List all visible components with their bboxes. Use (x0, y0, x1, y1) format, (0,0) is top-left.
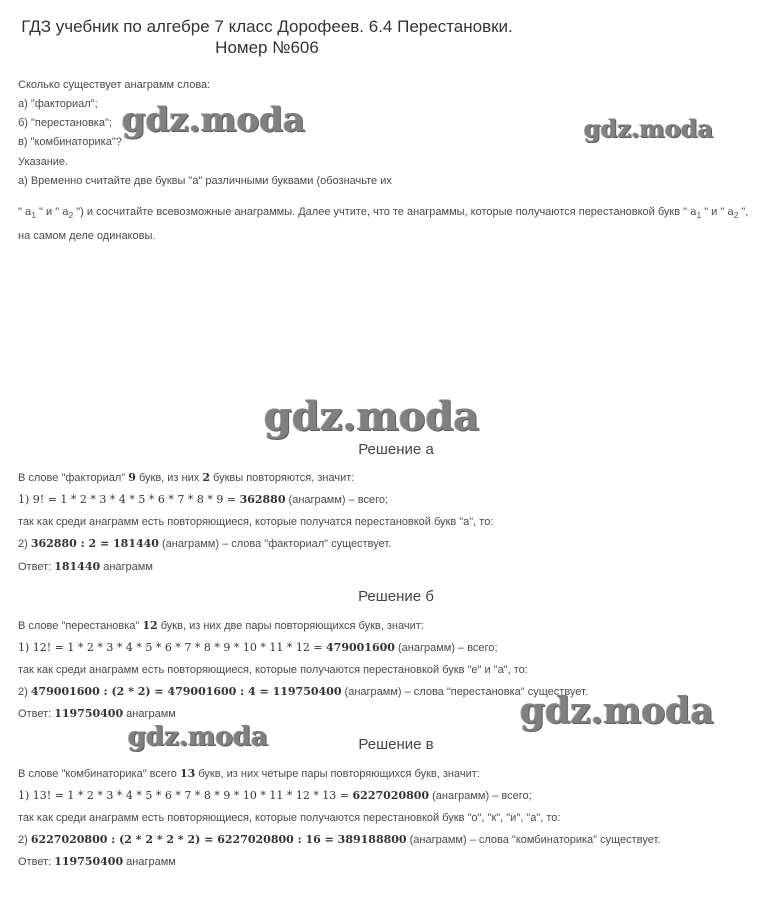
text: 2) (18, 538, 31, 550)
number: 12 (142, 619, 158, 632)
text: (анаграмм) – всего; (429, 790, 532, 802)
text: 2) (18, 834, 31, 846)
text: букв, из них две пары повторяющихся букв, значит: (157, 620, 424, 632)
expression: 6227020800 : (2 * 2 * 2 * 2) = 6227020800 : 16 = 389188800 (30, 833, 407, 846)
text: анаграмм (123, 708, 176, 720)
text: (анаграмм) – слова "факториал" существует. (158, 538, 392, 550)
watermark-logo: gdz.moda (584, 114, 714, 143)
task-item-b: б) "перестановка"; (18, 117, 112, 129)
solution-a-answer (18, 560, 153, 574)
text: В слове "факториал" (18, 472, 129, 484)
watermark-logo: gdz.moda (264, 393, 480, 440)
hint-line-1: а) Временно считайте две буквы "а" различными буквами (обозначьте их (18, 175, 392, 187)
text: анаграмм (123, 856, 176, 868)
task-item-a: а) "факториал"; (18, 98, 98, 110)
hint-rest: ") и сосчитайте всевозможные анаграммы. Далее учтите, что те анаграммы, которые получаются перестановкой букв " (76, 206, 688, 218)
text: В слове "перестановка" (18, 620, 143, 632)
expression: 1) 13! = 1 * 2 * 3 * 4 * 5 * 6 * 7 * 8 * 9 * 10 * 11 * 12 * 13 = (18, 789, 353, 802)
text: букв, из них четыре пары повторяющихся букв, значит: (195, 768, 480, 780)
sub-2: 2 (68, 211, 74, 220)
solution-b-heading: Решение б (358, 588, 434, 605)
sub-1: 1 (31, 211, 36, 220)
expression: 362880 : 2 = 181440 (30, 537, 159, 550)
solution-c-answer (18, 855, 176, 869)
hint-line-3: на самом деле одинаковы. (18, 230, 156, 242)
expression: 479001600 : (2 * 2) = 479001600 : 4 = 119750400 (30, 685, 342, 698)
sub-1: 1 (696, 211, 702, 220)
number: 13 (179, 767, 196, 780)
text: анаграмм (100, 561, 153, 573)
hint-line-2 (18, 205, 748, 220)
answer-label: Ответ: (18, 856, 55, 868)
solution-c-heading: Решение в (358, 736, 434, 753)
quote: " (18, 206, 22, 218)
expression: 1) 12! = 1 * 2 * 3 * 4 * 5 * 6 * 7 * 8 * 9 * 10 * 11 * 12 = (18, 641, 327, 654)
solution-c-line-1 (18, 767, 480, 781)
solution-c-line-3: так как среди анаграмм есть повторяющиеся, которые получаются перестановкой букв "о", "к", "и", "а", то: (18, 812, 561, 824)
hint-end: ", (741, 206, 749, 218)
text: буквы повторяются, значит: (209, 472, 355, 484)
watermark-logo: gdz.moda (128, 722, 269, 752)
number: 9 (128, 471, 136, 484)
solution-c-line-2 (18, 789, 532, 803)
task-question: Сколько существует анаграмм слова: (18, 79, 211, 91)
page-title: ГДЗ учебник по алгебре 7 класс Дорофеев. 6.4 Перестановки. (21, 17, 513, 36)
result: 479001600 (326, 641, 395, 654)
solution-b-line-1 (18, 619, 424, 633)
text: (анаграмм) – слова "комбинаторика" существует. (406, 834, 661, 846)
text: В слове "комбинаторика" всего (18, 768, 180, 780)
solution-b-line-3: так как среди анаграмм есть повторяющиеся, которые получаются перестановкой букв "е" и "а", то: (18, 664, 528, 676)
quote-and: " и " (704, 206, 725, 218)
answer-number: 119750400 (54, 855, 124, 868)
solution-a-line-4 (18, 537, 391, 551)
watermark-logo: gdz.moda (122, 100, 306, 140)
sub-2: 2 (733, 211, 739, 220)
solution-a-line-2 (18, 493, 388, 507)
answer-number: 181440 (54, 560, 101, 573)
text: (анаграмм) – слова "перестановка" существует. (341, 686, 588, 698)
answer-label: Ответ: (18, 708, 55, 720)
number: 2 (202, 471, 210, 484)
hint-label: Указание. (18, 156, 69, 168)
text: букв, из них (135, 472, 203, 484)
solution-c-line-4 (18, 833, 660, 847)
result: 362880 (239, 493, 286, 506)
expression: 1) 9! = 1 * 2 * 3 * 4 * 5 * 6 * 7 * 8 * 9 = (18, 493, 240, 506)
var-a: a (690, 205, 697, 218)
var-a: a (24, 205, 32, 218)
answer-number: 119750400 (54, 707, 124, 720)
solution-b-line-2 (18, 641, 498, 655)
solution-b-answer (18, 707, 176, 721)
text: (анаграмм) – всего; (394, 642, 498, 654)
quote-and: " и " (39, 206, 60, 218)
solution-a-line-1 (18, 471, 354, 485)
var-a: a (62, 205, 69, 218)
var-a: a (727, 205, 734, 218)
result: 6227020800 (352, 789, 430, 802)
text: 2) (18, 686, 31, 698)
solution-a-line-3: так как среди анаграмм есть повторяющиеся, которые получатся перестановкой букв "а", то: (18, 516, 494, 528)
solution-a-heading: Решение а (358, 441, 434, 458)
watermark-logo: gdz.moda (520, 690, 714, 732)
text: (анаграмм) – всего; (285, 494, 389, 506)
answer-label: Ответ: (18, 561, 55, 573)
page-subtitle: Номер №606 (215, 38, 319, 57)
task-item-c: в) "комбинаторика"? (18, 136, 122, 148)
solution-b-line-4 (18, 685, 588, 699)
